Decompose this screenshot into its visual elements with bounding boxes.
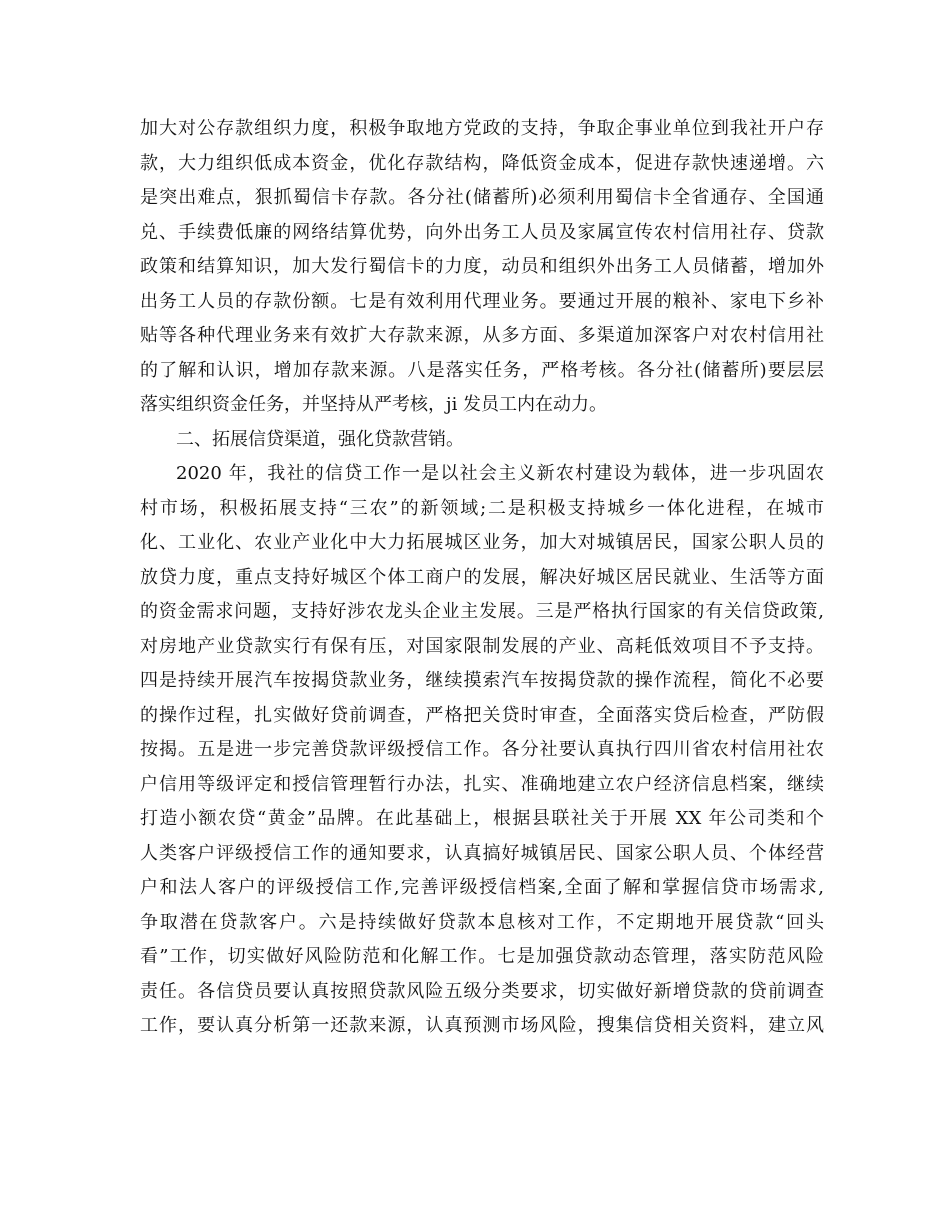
text-line: 2020 年，我社的信贷工作一是以社会主义新农村建设为载体，进一步巩固农 bbox=[176, 463, 824, 484]
text-line: 的操作过程，扎实做好贷前调查，严格把关贷时审查，全面落实贷后检查，严防假 bbox=[140, 704, 824, 726]
text-line: 的资金需求问题，支持好涉农龙头企业主发展。三是严格执行国家的有关信贷政策, bbox=[140, 601, 824, 622]
text-line: 兑、手续费低廉的网络结算优势，向外出务工人员及家属宣传农村信用社存、贷款 bbox=[140, 221, 824, 243]
text-line: 加大对公存款组织力度，积极争取地方党政的支持，争取企事业单位到我社开户存 bbox=[140, 118, 824, 139]
text-line: 打造小额农贷“黄金”品牌。在此基础上，根据县联社关于开展 XX 年公司类和个 bbox=[140, 808, 824, 829]
text-line: 户和法人客户的评级授信工作,完善评级授信档案,全面了解和掌握信贷市场需求, bbox=[140, 877, 824, 898]
text-line: 责任。各信贷员要认真按照贷款风险五级分类要求，切实做好新增贷款的贷前调查 bbox=[140, 980, 824, 1002]
text-line: 是突出难点，狠抓蜀信卡存款。各分社(储蓄所)必须利用蜀信卡全省通存、全国通 bbox=[140, 187, 824, 208]
text-line: 争取潜在贷款客户。六是持续做好贷款本息核对工作，不定期地开展贷款“回头 bbox=[140, 911, 824, 933]
text-line: 贴等各种代理业务来有效扩大存款来源，从多方面、多渠道加深客户对农村信用社 bbox=[140, 325, 824, 346]
text-line: 的了解和认识，增加存款来源。八是落实任务，严格考核。各分社(储蓄所)要层层 bbox=[140, 359, 824, 381]
text-line: 落实组织资金任务，并坚持从严考核，ji 发员工内在动力。 bbox=[140, 394, 608, 415]
text-line: 放贷力度，重点支持好城区个体工商户的发展，解决好城区居民就业、生活等方面 bbox=[140, 566, 824, 588]
text-line: 按揭。五是进一步完善贷款评级授信工作。各分社要认真执行四川省农村信用社农 bbox=[140, 739, 824, 760]
text-line: 化、工业化、农业产业化中大力拓展城区业务，加大对城镇居民，国家公职人员的 bbox=[140, 532, 824, 553]
text-line: 村市场，积极拓展支持“三农”的新领域;二是积极支持城乡一体化进程，在城市 bbox=[140, 497, 824, 519]
document-body bbox=[140, 112, 824, 1044]
text-line: 工作，要认真分析第一还款来源，认真预测市场风险，搜集信贷相关资料，建立风 bbox=[140, 1015, 824, 1036]
text-line: 四是持续开展汽车按揭贷款业务，继续摸索汽车按揭贷款的操作流程，简化不必要 bbox=[140, 670, 824, 691]
section-heading: 二、拓展信贷渠道，强化贷款营销。 bbox=[176, 428, 464, 450]
text-line: 款，大力组织低成本资金，优化存款结构，降低资金成本，促进存款快速递增。六 bbox=[140, 152, 824, 174]
text-line: 看”工作，切实做好风险防范和化解工作。七是加强贷款动态管理，落实防范风险 bbox=[140, 946, 824, 967]
text-line: 政策和结算知识，加大发行蜀信卡的力度，动员和组织外出务工人员储蓄，增加外 bbox=[140, 256, 824, 277]
text-line: 人类客户评级授信工作的通知要求，认真搞好城镇居民、国家公职人员、个体经营 bbox=[140, 842, 824, 864]
text-line: 户信用等级评定和授信管理暂行办法，扎实、准确地建立农户经济信息档案，继续 bbox=[140, 773, 824, 795]
text-line: 出务工人员的存款份额。七是有效利用代理业务。要通过开展的粮补、家电下乡补 bbox=[140, 290, 824, 312]
text-line: 对房地产业贷款实行有保有压，对国家限制发展的产业、高耗低效项目不予支持。 bbox=[140, 635, 824, 657]
